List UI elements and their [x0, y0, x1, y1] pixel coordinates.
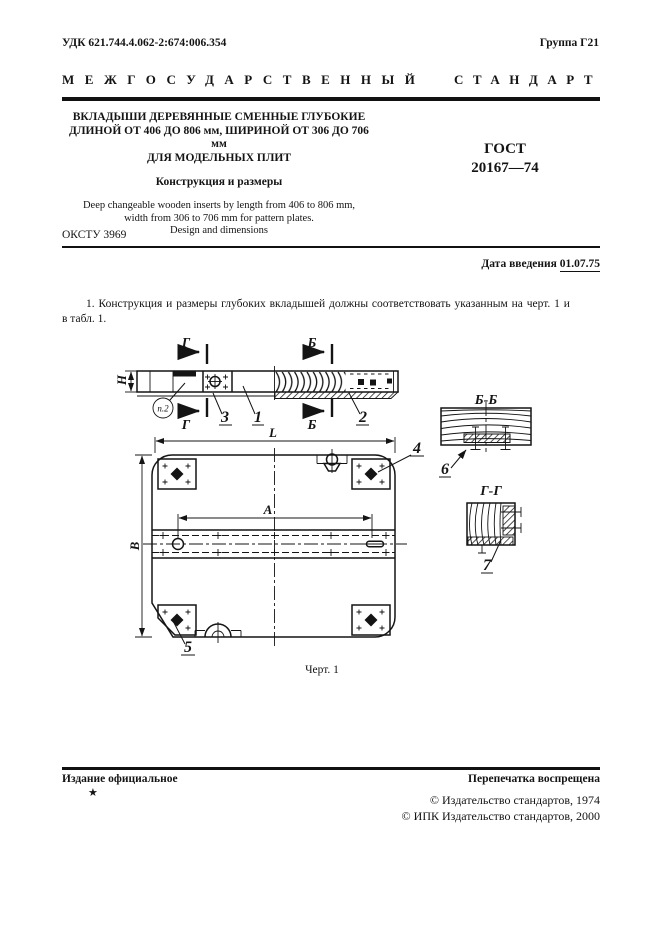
- title-english-line3: Design and dimensions: [170, 225, 268, 236]
- end-fittings: [350, 371, 394, 392]
- wood-grain-strip: [276, 372, 346, 392]
- gost-word: ГОСТ: [484, 141, 526, 157]
- dim-label-b: В: [127, 541, 142, 551]
- dim-label-h: Н: [114, 374, 129, 386]
- dim-label-a: А: [263, 502, 273, 517]
- section-gg-title: Г-Г: [480, 484, 502, 499]
- okstu-code: ОКСТУ 3969: [62, 229, 127, 241]
- group-code: Группа Г21: [539, 37, 599, 49]
- pos-label-6: 6: [441, 461, 449, 478]
- star-icon: ★: [88, 787, 98, 799]
- section-view-gg: [467, 484, 521, 574]
- standard-designation: [440, 140, 570, 178]
- gost-number: 20167—74: [471, 160, 539, 176]
- official-edition-label: Издание официальное: [62, 773, 178, 785]
- dim-height: [114, 371, 139, 392]
- figure-caption: Черт. 1: [305, 664, 339, 676]
- clause-1: [62, 297, 570, 326]
- locating-slot: [363, 541, 387, 547]
- pos-label-1: 1: [254, 409, 262, 426]
- section-gg-frame-bottom: [468, 537, 513, 545]
- section-label-g-top: Г: [181, 336, 191, 351]
- pos-label-2: 2: [359, 409, 367, 426]
- callout-3: [213, 393, 232, 426]
- clause-1-line2: в табл. 1.: [62, 312, 107, 325]
- title-subtitle: Конструкция и размеры: [155, 176, 283, 188]
- callout-4: [378, 440, 424, 472]
- udk-code: УДК 621.744.4.062-2:674:006.354: [62, 37, 227, 49]
- corner-plate-bl: [158, 605, 196, 635]
- base-hatch-strip: [275, 392, 398, 399]
- corner-plate-tl: [158, 459, 196, 489]
- pos-label-7: 7: [483, 557, 491, 574]
- intro-date-label: Дата введения: [481, 258, 557, 270]
- standard-banner: [62, 72, 602, 88]
- pos-label-3: 3: [221, 409, 229, 426]
- section-bb-title: Б-Б: [474, 393, 498, 408]
- footer-rule: [62, 767, 600, 770]
- intro-date: [481, 258, 600, 270]
- callout-p2: [153, 383, 185, 418]
- section-label-b-top: Б: [307, 336, 317, 351]
- header-rule: [62, 97, 600, 101]
- copyright-line2: © ИПК Издательство стандартов, 2000: [401, 808, 600, 823]
- copyright-block: [402, 793, 600, 824]
- section-label-b-bottom: Б: [307, 418, 317, 433]
- banner-word2: СТАНДАРТ: [453, 72, 602, 87]
- section-label-g-bottom: Г: [181, 418, 191, 433]
- dim-a: [178, 502, 372, 538]
- corner-plate-br: [352, 605, 390, 635]
- intro-date-value: 01.07.75: [559, 258, 600, 270]
- section-gg-frame-side: [503, 506, 515, 535]
- pos-label-4: 4: [413, 440, 421, 457]
- title-block: [62, 111, 376, 238]
- copyright-line1: © Издательство стандартов, 1974: [429, 793, 600, 807]
- plan-view: [127, 425, 424, 656]
- title-line1: ВКЛАДЫШИ ДЕРЕВЯННЫЕ СМЕННЫЕ ГЛУБОКИЕ: [72, 111, 366, 123]
- reprint-notice: Перепечатка воспрещена: [468, 773, 600, 785]
- title-english-line1: Deep changeable wooden inserts by length from 406 to 806 mm,: [82, 200, 356, 211]
- footer-row: [62, 773, 600, 785]
- callout-6: [439, 450, 466, 478]
- clause-1-line1: 1. Конструкция и размеры глубоких вкладышей должны соответствовать указанным на черт. 1 и: [86, 298, 570, 310]
- banner-word1: МЕЖГОСУДАРСТВЕННЫЙ: [62, 72, 426, 87]
- top-center-pin: [317, 449, 347, 473]
- figure-drawing: [55, 330, 615, 680]
- udk-row: [62, 37, 599, 49]
- callout-p2-label: п.2: [157, 403, 169, 414]
- dim-length: [155, 425, 395, 453]
- corner-plate-tr: [352, 459, 390, 489]
- title-line3: ДЛЯ МОДЕЛЬНЫХ ПЛИТ: [146, 151, 292, 164]
- section-view-bb: [439, 393, 531, 478]
- pos-label-5: 5: [184, 639, 192, 656]
- title-english-line2: width from 306 to 706 mm for pattern plates.: [124, 212, 314, 224]
- title-line2: ДЛИНОЙ ОТ 406 ДО 806 мм, ШИРИНОЙ ОТ 306 ДО 706 мм: [69, 124, 369, 150]
- dim-label-l: L: [269, 425, 277, 440]
- dim-width: [127, 455, 152, 637]
- okstu-rule: [62, 246, 600, 248]
- bottom-center-pin: [195, 622, 241, 643]
- section-bb-frame: [464, 434, 510, 443]
- top-view: [114, 336, 398, 433]
